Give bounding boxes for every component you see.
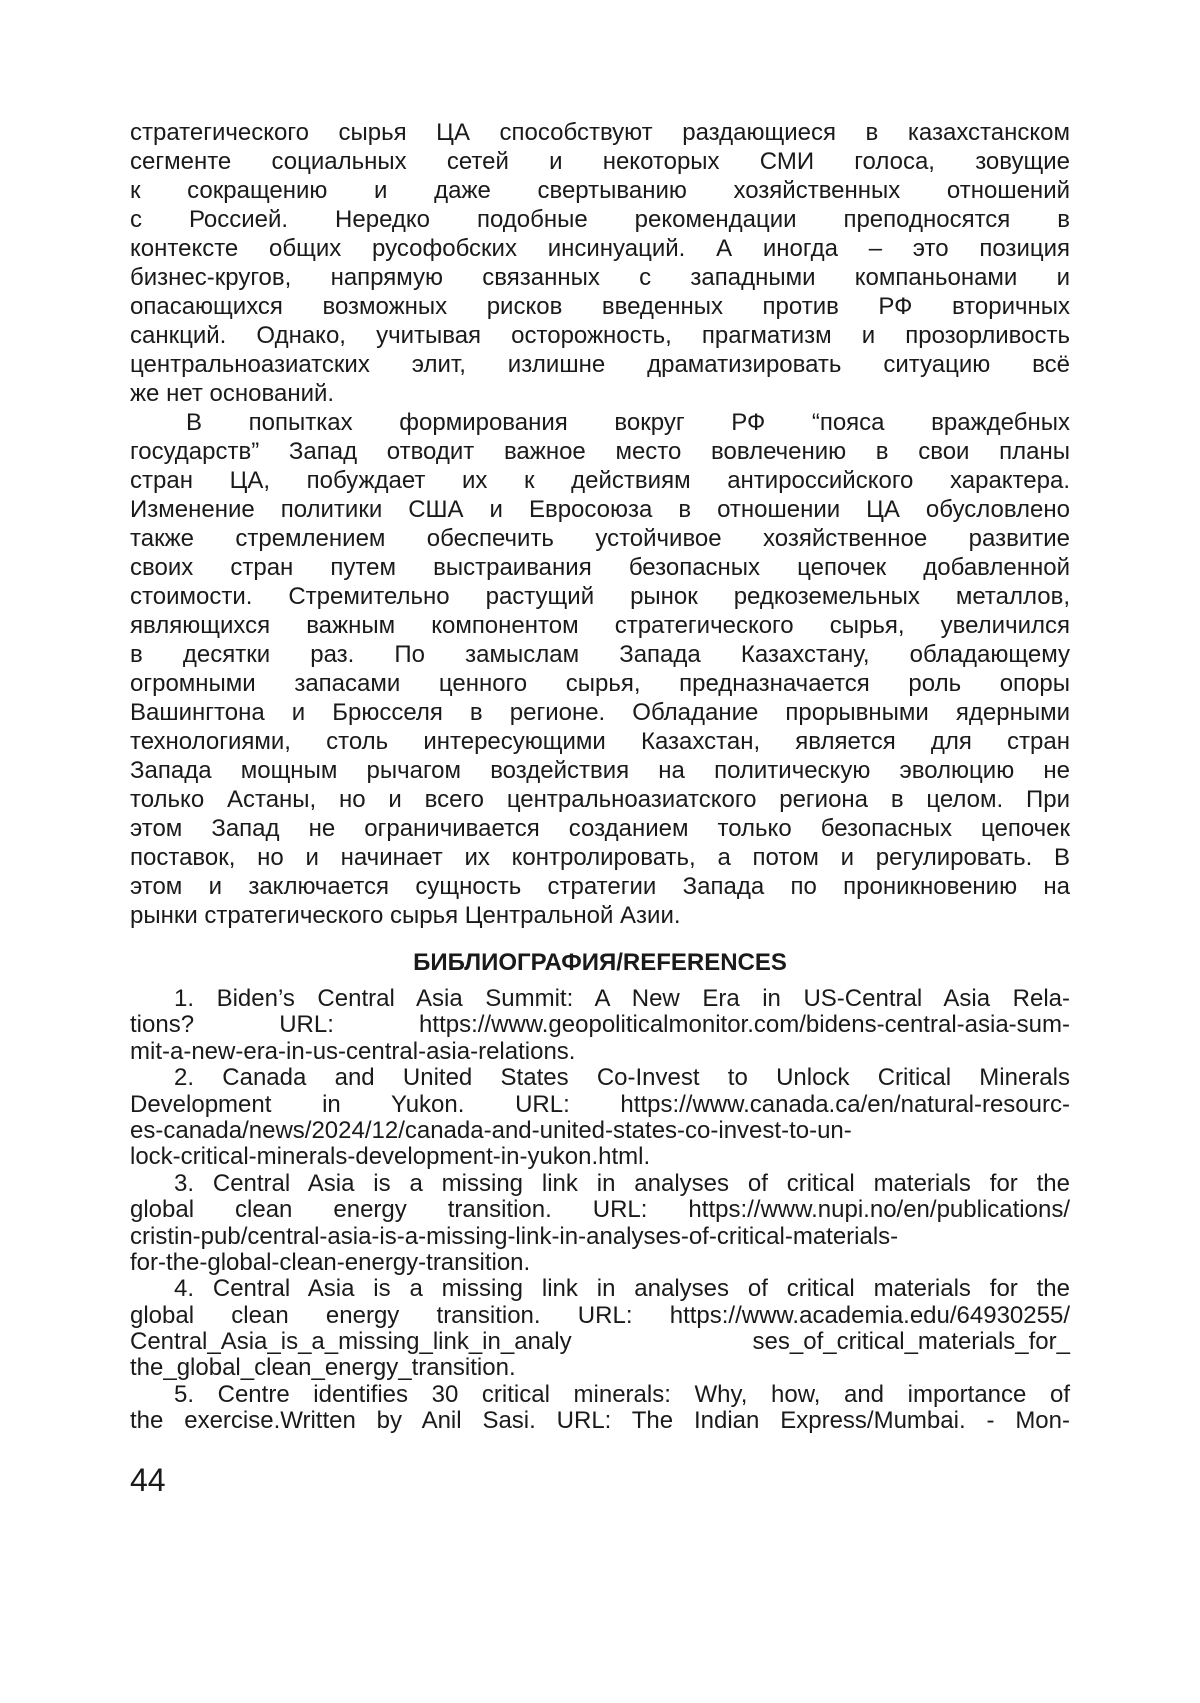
body-text — [130, 118, 1070, 930]
reference-line: the_global_clean_energy_transition. — [130, 1355, 1070, 1381]
text-line: также стремлением обеспечить устойчивое хозяйственное развитие — [130, 524, 1070, 553]
reference-line: cristin-pub/central-asia-is-a-missing-link-in-analyses-of-critical-materials- — [130, 1224, 1070, 1250]
reference-line: 2. Canada and United States Co-Invest to Unlock Critical Minerals — [130, 1065, 1070, 1091]
text-line: с Россией. Нередко подобные рекомендации преподносятся в — [130, 205, 1070, 234]
text-line: государств” Запад отводит важное место вовлечению в свои планы — [130, 437, 1070, 466]
text-line: поставок, но и начинает их контролировать, а потом и регулировать. В — [130, 843, 1070, 872]
reference-line: 3. Central Asia is a missing link in analyses of critical materials for the — [130, 1171, 1070, 1197]
reference-line: Development in Yukon. URL: https://www.canada.ca/en/natural-resourc- — [130, 1092, 1070, 1118]
text-line: же нет оснований. — [130, 379, 1070, 408]
text-line: стоимости. Стремительно растущий рынок редкоземельных металлов, — [130, 582, 1070, 611]
text-line: центральноазиатских элит, излишне драматизировать ситуацию всё — [130, 350, 1070, 379]
text-line: бизнес-кругов, напрямую связанных с западными компаньонами и — [130, 263, 1070, 292]
text-line: в десятки раз. По замыслам Запада Казахстану, обладающему — [130, 640, 1070, 669]
references-heading: БИБЛИОГРАФИЯ/REFERENCES — [130, 948, 1070, 978]
text-line: этом Запад не ограничивается созданием только безопасных цепочек — [130, 814, 1070, 843]
reference-line: the exercise.Written by Anil Sasi. URL: The Indian Express/Mumbai. - Mon- — [130, 1408, 1070, 1434]
references-list — [130, 986, 1070, 1435]
reference-line: mit-a-new-era-in-us-central-asia-relations. — [130, 1039, 1070, 1065]
reference-line: 5. Centre identifies 30 critical minerals: Why, how, and importance of — [130, 1382, 1070, 1408]
reference-line: Central_Asia_is_a_missing_link_in_analy ses_of_critical_materials_for_ — [130, 1329, 1070, 1355]
text-line: Запада мощным рычагом воздействия на политическую эволюцию не — [130, 756, 1070, 785]
text-line: Изменение политики США и Евросоюза в отношении ЦА обусловлено — [130, 495, 1070, 524]
page-number: 44 — [130, 1462, 166, 1498]
text-line: В попытках формирования вокруг РФ “пояса враждебных — [130, 408, 1070, 437]
reference-line: global clean energy transition. URL: https://www.nupi.no/en/publications/ — [130, 1197, 1070, 1223]
reference-line: for-the-global-clean-energy-transition. — [130, 1250, 1070, 1276]
reference-line: 4. Central Asia is a missing link in analyses of critical materials for the — [130, 1276, 1070, 1302]
text-line: рынки стратегического сырья Центральной Азии. — [130, 901, 1070, 930]
reference-line: es-canada/news/2024/12/canada-and-united-states-co-invest-to-un- — [130, 1118, 1070, 1144]
text-line: контексте общих русофобских инсинуаций. А иногда – это позиция — [130, 234, 1070, 263]
text-line: санкций. Однако, учитывая осторожность, прагматизм и прозорливость — [130, 321, 1070, 350]
text-line: к сокращению и даже свертыванию хозяйственных отношений — [130, 176, 1070, 205]
reference-line: lock-critical-minerals-development-in-yukon.html. — [130, 1144, 1070, 1170]
text-line: огромными запасами ценного сырья, предназначается роль опоры — [130, 669, 1070, 698]
text-line: Вашингтона и Брюсселя в регионе. Обладание прорывными ядерными — [130, 698, 1070, 727]
reference-line: tions? URL: https://www.geopoliticalmonitor.com/bidens-central-asia-sum- — [130, 1012, 1070, 1038]
text-line: технологиями, столь интересующими Казахстан, является для стран — [130, 727, 1070, 756]
text-line: этом и заключается сущность стратегии Запада по проникновению на — [130, 872, 1070, 901]
text-line: только Астаны, но и всего центральноазиатского региона в целом. При — [130, 785, 1070, 814]
text-line: являющихся важным компонентом стратегического сырья, увеличился — [130, 611, 1070, 640]
text-line: сегменте социальных сетей и некоторых СМИ голоса, зовущие — [130, 147, 1070, 176]
text-line: стратегического сырья ЦА способствуют раздающиеся в казахстанском — [130, 118, 1070, 147]
text-line: опасающихся возможных рисков введенных против РФ вторичных — [130, 292, 1070, 321]
text-line: стран ЦА, побуждает их к действиям антироссийского характера. — [130, 466, 1070, 495]
text-line: своих стран путем выстраивания безопасных цепочек добавленной — [130, 553, 1070, 582]
reference-line: 1. Biden’s Central Asia Summit: A New Era in US-Central Asia Rela- — [130, 986, 1070, 1012]
reference-line: global clean energy transition. URL: https://www.academia.edu/64930255/ — [130, 1303, 1070, 1329]
